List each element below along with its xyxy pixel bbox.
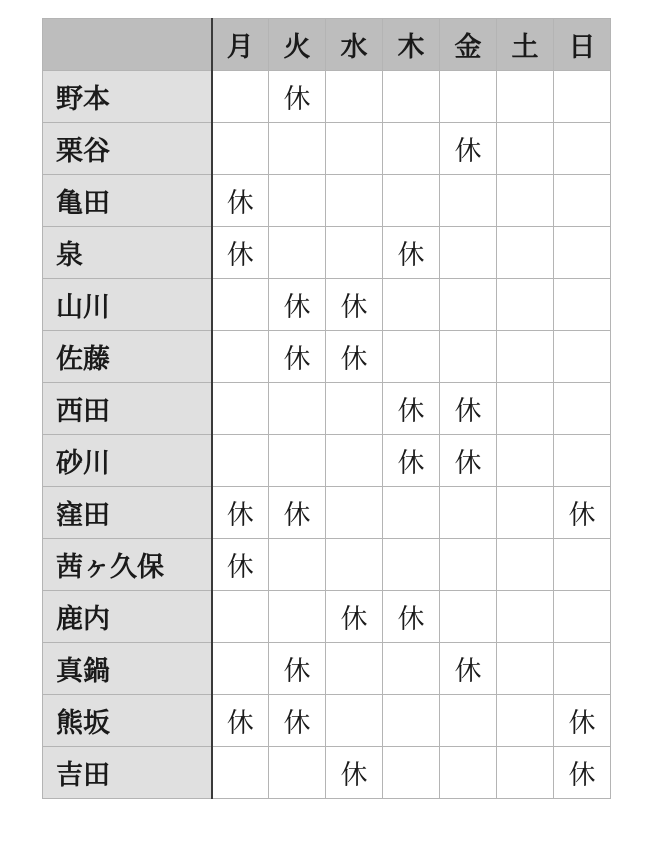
employee-name: 山川 xyxy=(43,279,212,331)
day-cell xyxy=(497,227,554,279)
day-cell xyxy=(326,71,383,123)
day-cell xyxy=(326,227,383,279)
day-cell xyxy=(269,175,326,227)
day-cell xyxy=(497,331,554,383)
day-cell: 休 xyxy=(383,435,440,487)
employee-name: 栗谷 xyxy=(43,123,212,175)
table-body xyxy=(43,71,611,799)
day-header: 月 xyxy=(212,19,269,71)
employee-name: 鹿内 xyxy=(43,591,212,643)
table-row xyxy=(43,383,611,435)
day-cell: 休 xyxy=(269,695,326,747)
day-cell: 休 xyxy=(269,331,326,383)
day-cell: 休 xyxy=(383,591,440,643)
day-cell xyxy=(554,71,611,123)
day-cell xyxy=(326,435,383,487)
day-cell xyxy=(212,123,269,175)
day-cell xyxy=(326,539,383,591)
day-cell xyxy=(212,383,269,435)
day-cell xyxy=(212,591,269,643)
day-cell xyxy=(554,331,611,383)
table-row xyxy=(43,227,611,279)
day-cell xyxy=(440,175,497,227)
day-cell xyxy=(326,123,383,175)
day-cell: 休 xyxy=(440,435,497,487)
day-cell xyxy=(326,175,383,227)
day-cell xyxy=(554,279,611,331)
day-header: 木 xyxy=(383,19,440,71)
day-cell xyxy=(383,71,440,123)
day-cell xyxy=(212,747,269,799)
table-row xyxy=(43,539,611,591)
day-cell xyxy=(269,123,326,175)
corner-cell xyxy=(43,19,212,71)
employee-name: 野本 xyxy=(43,71,212,123)
employee-name: 窪田 xyxy=(43,487,212,539)
day-cell: 休 xyxy=(269,487,326,539)
day-cell xyxy=(383,643,440,695)
day-cell xyxy=(497,591,554,643)
day-cell xyxy=(554,383,611,435)
day-cell: 休 xyxy=(554,695,611,747)
day-cell xyxy=(212,279,269,331)
employee-name: 茜ヶ久保 xyxy=(43,539,212,591)
day-cell: 休 xyxy=(383,383,440,435)
day-cell xyxy=(269,539,326,591)
day-cell xyxy=(497,383,554,435)
table-row xyxy=(43,175,611,227)
day-cell: 休 xyxy=(440,383,497,435)
day-cell xyxy=(383,747,440,799)
day-cell xyxy=(383,175,440,227)
day-cell xyxy=(497,175,554,227)
day-cell: 休 xyxy=(269,643,326,695)
day-cell xyxy=(383,123,440,175)
table-header xyxy=(43,19,611,71)
day-cell xyxy=(497,643,554,695)
day-cell xyxy=(326,383,383,435)
day-cell xyxy=(497,279,554,331)
table-row xyxy=(43,643,611,695)
employee-name: 真鍋 xyxy=(43,643,212,695)
day-cell xyxy=(212,435,269,487)
day-cell: 休 xyxy=(212,695,269,747)
day-cell xyxy=(554,591,611,643)
day-cell xyxy=(212,331,269,383)
day-cell xyxy=(440,71,497,123)
day-cell xyxy=(383,487,440,539)
day-cell: 休 xyxy=(212,227,269,279)
day-cell xyxy=(497,539,554,591)
table-row xyxy=(43,487,611,539)
day-cell xyxy=(554,175,611,227)
day-cell xyxy=(497,487,554,539)
table-row xyxy=(43,71,611,123)
day-cell: 休 xyxy=(212,175,269,227)
day-cell xyxy=(497,747,554,799)
day-header: 日 xyxy=(554,19,611,71)
employee-name: 亀田 xyxy=(43,175,212,227)
day-cell xyxy=(497,695,554,747)
day-cell xyxy=(326,695,383,747)
day-cell xyxy=(554,435,611,487)
table-row xyxy=(43,591,611,643)
day-cell: 休 xyxy=(326,591,383,643)
day-cell: 休 xyxy=(326,331,383,383)
day-cell xyxy=(440,747,497,799)
day-cell xyxy=(383,695,440,747)
day-header: 金 xyxy=(440,19,497,71)
day-cell xyxy=(497,435,554,487)
table-row xyxy=(43,695,611,747)
day-cell xyxy=(554,123,611,175)
day-cell xyxy=(269,591,326,643)
employee-name: 吉田 xyxy=(43,747,212,799)
day-cell: 休 xyxy=(212,539,269,591)
day-cell xyxy=(440,695,497,747)
day-cell xyxy=(554,227,611,279)
employee-name: 泉 xyxy=(43,227,212,279)
day-cell xyxy=(554,539,611,591)
day-cell xyxy=(440,227,497,279)
day-cell: 休 xyxy=(440,643,497,695)
employee-name: 熊坂 xyxy=(43,695,212,747)
day-cell xyxy=(440,591,497,643)
day-cell xyxy=(212,643,269,695)
table-row xyxy=(43,435,611,487)
header-row xyxy=(43,19,611,71)
day-header: 土 xyxy=(497,19,554,71)
day-cell xyxy=(440,487,497,539)
day-cell xyxy=(497,123,554,175)
table-row xyxy=(43,331,611,383)
employee-name: 佐藤 xyxy=(43,331,212,383)
day-cell: 休 xyxy=(326,279,383,331)
day-cell xyxy=(269,747,326,799)
day-cell xyxy=(269,435,326,487)
day-cell: 休 xyxy=(383,227,440,279)
day-cell: 休 xyxy=(326,747,383,799)
day-cell: 休 xyxy=(554,747,611,799)
day-cell xyxy=(212,71,269,123)
day-cell xyxy=(440,279,497,331)
day-cell xyxy=(497,71,554,123)
day-cell xyxy=(383,279,440,331)
day-cell xyxy=(269,383,326,435)
day-cell: 休 xyxy=(440,123,497,175)
day-cell xyxy=(440,331,497,383)
day-cell xyxy=(326,643,383,695)
table-row xyxy=(43,123,611,175)
table-row xyxy=(43,747,611,799)
day-cell xyxy=(383,331,440,383)
day-cell: 休 xyxy=(554,487,611,539)
day-cell xyxy=(326,487,383,539)
day-header: 火 xyxy=(269,19,326,71)
employee-name: 砂川 xyxy=(43,435,212,487)
shift-table xyxy=(42,18,611,799)
day-header: 水 xyxy=(326,19,383,71)
day-cell: 休 xyxy=(269,279,326,331)
table-row xyxy=(43,279,611,331)
day-cell xyxy=(383,539,440,591)
employee-name: 西田 xyxy=(43,383,212,435)
day-cell: 休 xyxy=(212,487,269,539)
day-cell xyxy=(440,539,497,591)
day-cell xyxy=(269,227,326,279)
day-cell xyxy=(554,643,611,695)
day-cell: 休 xyxy=(269,71,326,123)
